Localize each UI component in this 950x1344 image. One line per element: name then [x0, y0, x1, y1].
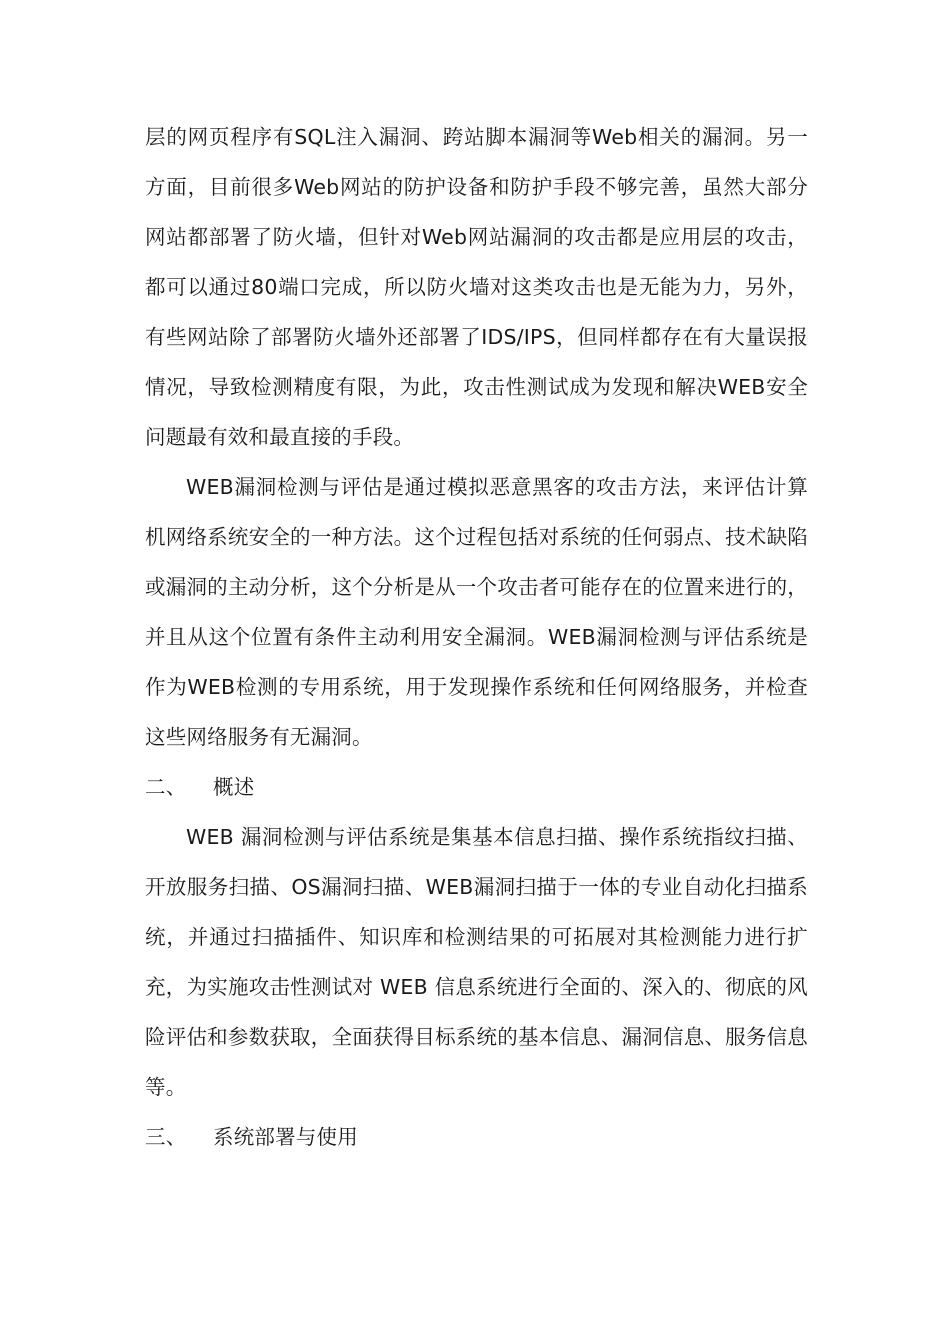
section-title: 系统部署与使用	[213, 1125, 358, 1149]
paragraph-web-vulnerabilities-background: 层的网页程序有SQL注入漏洞、跨站脚本漏洞等Web相关的漏洞。另一方面，目前很多Web网站的防护设备和防护手段不够完善，虽然大部分网站都部署了防火墙，但针对Web网站漏洞的攻击都是应用层的攻击，都可以通过80端口完成，所以防火墙对这类攻击也是无能为力，另外，有些网站除了部署防火墙外还部署了IDS/IPS，但同样都存在有大量误报情况，导致检测精度有限，为此，攻击性测试成为发现和解决WEB安全问题最有效和最直接的手段。	[145, 125, 808, 449]
paragraph-system-overview: WEB 漏洞检测与评估系统是集基本信息扫描、操作系统指纹扫描、开放服务扫描、OS漏洞扫描、WEB漏洞扫描于一体的专业自动化扫描系统，并通过扫描插件、知识库和检测结果的可拓展对其检测能力进行扩充，为实施攻击性测试对 WEB 信息系统进行全面的、深入的、彻底的风险评估和参数获取，全面获得目标系统的基本信息、漏洞信息、服务信息等。	[145, 825, 808, 1099]
section-title: 概述	[213, 775, 255, 799]
section-heading-deployment	[145, 1112, 808, 1162]
section-number: 三、	[145, 1125, 187, 1149]
document-body	[145, 112, 808, 1162]
paragraph-web-vuln-assessment-definition: WEB漏洞检测与评估是通过模拟恶意黑客的攻击方法，来评估计算机网络系统安全的一种方法。这个过程包括对系统的任何弱点、技术缺陷或漏洞的主动分析，这个分析是从一个攻击者可能存在的位置来进行的，并且从这个位置有条件主动利用安全漏洞。WEB漏洞检测与评估系统是作为WEB检测的专用系统，用于发现操作系统和任何网络服务，并检查这些网络服务有无漏洞。	[145, 475, 808, 749]
section-number: 二、	[145, 775, 187, 799]
section-heading-overview	[145, 762, 808, 812]
